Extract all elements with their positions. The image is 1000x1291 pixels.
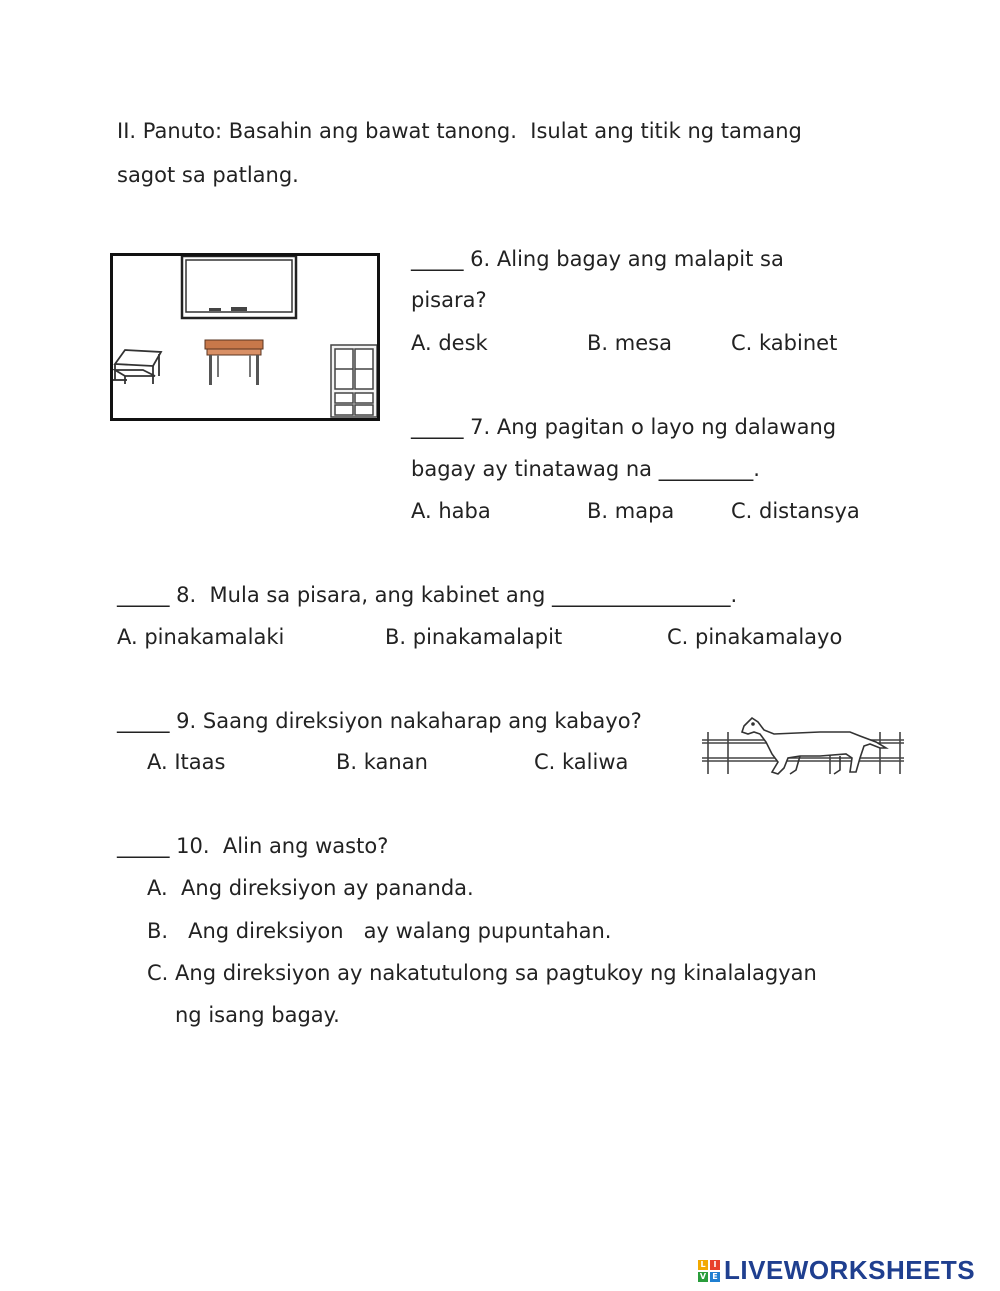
- q10-option-c-line1[interactable]: C. Ang direksiyon ay nakatutulong sa pagtukoy ng kinalalagyan: [147, 961, 817, 985]
- liveworksheets-logo-icon: [698, 1260, 720, 1282]
- liveworksheets-logo[interactable]: [698, 1255, 975, 1286]
- q7-line1: _____ 7. Ang pagitan o layo ng dalawang: [411, 415, 837, 439]
- q7-line2: bagay ay tinatawag na _________.: [411, 457, 760, 481]
- instructions-line1: II. Panuto: Basahin ang bawat tanong. Isulat ang titik ng tamang: [117, 119, 802, 143]
- q8-option-c[interactable]: C. pinakamalayo: [667, 625, 843, 649]
- q7-option-b[interactable]: B. mapa: [587, 499, 675, 523]
- q9-line1: _____ 9. Saang direksiyon nakaharap ang kabayo?: [117, 709, 642, 733]
- q6-option-a[interactable]: A. desk: [411, 331, 488, 355]
- q8-line1: _____ 8. Mula sa pisara, ang kabinet ang _________________.: [117, 583, 738, 607]
- table-icon: [205, 340, 263, 385]
- logo-letter-v: V: [699, 1271, 707, 1281]
- liveworksheets-logo-text: LIVEWORKSHEETS: [724, 1255, 976, 1285]
- logo-letter-e: E: [710, 1272, 720, 1282]
- q7-option-c[interactable]: C. distansya: [731, 499, 860, 523]
- q6-option-c[interactable]: C. kabinet: [731, 331, 838, 355]
- q7-option-a[interactable]: A. haba: [411, 499, 491, 523]
- horse-illustration: [700, 712, 905, 778]
- q10-line1: _____ 10. Alin ang wasto?: [117, 834, 389, 858]
- q10-option-a[interactable]: A. Ang direksiyon ay pananda.: [147, 876, 474, 900]
- q10-option-c-line2[interactable]: ng isang bagay.: [175, 1003, 340, 1027]
- chalkboard-icon: [182, 256, 296, 318]
- logo-letter-l: L: [698, 1260, 708, 1270]
- logo-letter-i: I: [710, 1260, 720, 1270]
- q9-option-c[interactable]: C. kaliwa: [534, 750, 629, 774]
- classroom-illustration: [110, 253, 380, 421]
- q9-option-b[interactable]: B. kanan: [336, 750, 428, 774]
- q9-option-a[interactable]: A. Itaas: [147, 750, 226, 774]
- q6-line2: pisara?: [411, 288, 487, 312]
- q8-option-a[interactable]: A. pinakamalaki: [117, 625, 285, 649]
- q8-option-b[interactable]: B. pinakamalapit: [385, 625, 563, 649]
- q6-line1: _____ 6. Aling bagay ang malapit sa: [411, 247, 784, 271]
- q10-option-b[interactable]: B. Ang direksiyon ay walang pupuntahan.: [147, 919, 612, 943]
- horse-icon: [742, 718, 886, 774]
- desk-icon: [113, 350, 161, 384]
- q6-option-b[interactable]: B. mesa: [587, 331, 672, 355]
- instructions-line2: sagot sa patlang.: [117, 163, 299, 187]
- cabinet-icon: [331, 345, 377, 417]
